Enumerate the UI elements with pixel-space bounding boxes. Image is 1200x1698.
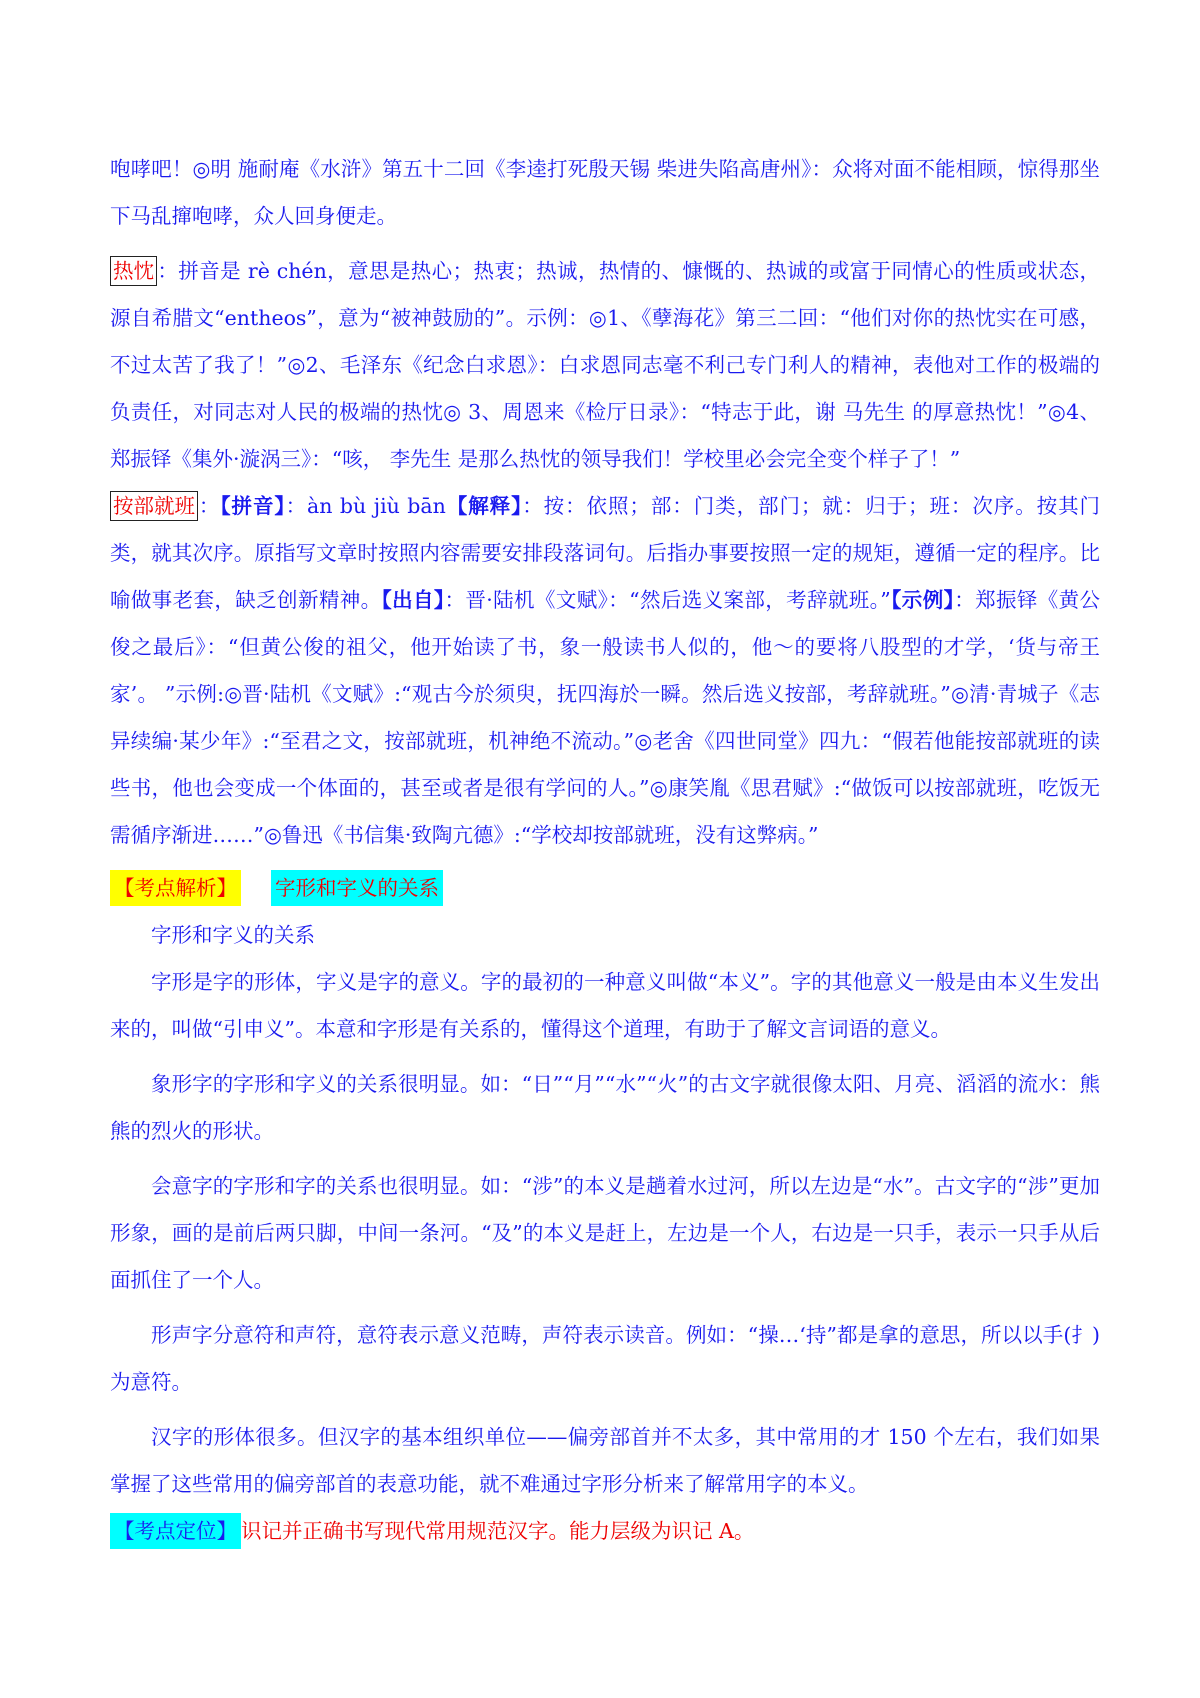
pinyin-label: 【拼音】 (220, 494, 286, 518)
body-paragraph-6: 汉字的形体很多。但汉字的基本组织单位——偏旁部首并不太多，其中常用的才 150 个左右，我们如果掌握了这些常用的偏旁部首的表意功能，就不难通过字形分析来了解常用字的本义。 (110, 1425, 1100, 1496)
body-paragraph-2: 字形是字的形体，字义是字的意义。字的最初的一种意义叫做“本义”。字的其他意义一般是由本义生发出来的，叫做“引申义”。本意和字形是有关系的，懂得这个道理，有助于了解文言词语的意义。 (110, 970, 1100, 1041)
body-paragraph-1: 字形和字义的关系 (151, 923, 315, 947)
jieshi-label: 【解释】 (445, 494, 523, 518)
rechen-body: ：拼音是 rè chén，意思是热心；热衷；热诚，热情的、慷慨的、热诚的或富于同情心的性质或状态，源自希腊文“entheos”，意为“被神鼓励的”。示例：◎1、《孽海花》第三二回：“他们对你的热忱实在可感，不过太苦了我了！”◎2、毛泽东《纪念白求恩》：白求恩同志毫不利己专门利人的精神，表他对工作的极端的负责任，对同志对人民的极端的热忱◎ 3、周恩来《检厅日录》：“特志于此，谢 马先生 的厚意热忱！”◎4、郑振铎《集外·漩涡三》：“咳， 李先生 是那么热忱的领导我们！学校里必会完全变个样子了！” (110, 259, 1100, 471)
section-heading-location (110, 1508, 1100, 1555)
paragraph-paoxiao: 咆哮吧！◎明 施耐庵《水浒》第五十二回《李逵打死殷天锡 柴进失陷高唐州》：众将对面不能相顾，惊得那坐下马乱撺咆哮，众人回身便走。 (110, 157, 1100, 228)
tag-kaodian-dingwei: 【考点定位】 (110, 1513, 241, 1549)
location-text: 识记并正确书写现代常用规范汉字。能力层级为识记 A。 (241, 1519, 755, 1543)
body-paragraph-4: 会意字的字形和字的关系也很明显。如：“涉”的本义是趟着水过河，所以左边是“水”。古文字的“涉”更加形象，画的是前后两只脚，中间一条河。“及”的本义是赶上，左边是一个人，右边是一只手，表示一只手从后面抓住了一个人。 (110, 1174, 1100, 1292)
paragraph-rechen (110, 248, 1100, 483)
anbu-colon: ： (198, 494, 221, 518)
jieshi-text: ：按：依照；部：门类，部门；就：归于；班：次序。按其门类，就其次序。原指写文章时按照内容需要安排段落词句。后指办事要按照一定的规矩，遵循一定的程序。比喻做事老套，缺乏创新精神。 (110, 494, 1101, 612)
term-anbu: 按部就班 (110, 491, 198, 521)
chuzi-label: 【出自】 (381, 588, 445, 612)
shili-text: ：郑振铎《黄公俊之最后》：“但黄公俊的祖父，他开始读了书，象一般读书人似的，他～的要将八股型的才学，‘货与帝王家’。 ”示例:◎晋·陆机《文赋》:“观古今於须臾，抚四海於一瞬。然后选义按部，考辞就班。”◎清·青城子《志异续编·某少年》:“至君之文，按部就班，机神绝不流动。”◎老舍《四世同堂》四九：“假若他能按部就班的读些书，他也会变成一个体面的，甚至或者是很有学问的人。”◎康笑胤《思君赋》:“做饭可以按部就班，吃饭无需循序渐进……”◎鲁迅《书信集·致陶亢德》:“学校却按部就班，没有这弊病。” (110, 588, 1101, 847)
document-body (110, 146, 1100, 1555)
body-paragraph-3: 象形字的字形和字义的关系很明显。如：“日”“月”“水”“火”的古文字就很像太阳、月亮、滔滔的流水：熊熊的烈火的形状。 (110, 1072, 1100, 1143)
shili-label: 【示例】 (890, 588, 955, 612)
paragraph-anbu (110, 483, 1100, 859)
term-rechen: 热忱 (110, 256, 157, 286)
pinyin-text: ：àn bù jiù bān (285, 494, 446, 518)
tag-kaodian-jiexi: 【考点解析】 (110, 870, 241, 906)
body-paragraph-5: 形声字分意符和声符，意符表示意义范畴，声符表示读音。例如：“操…‘持”都是拿的意思，所以以手(扌)为意符。 (110, 1323, 1100, 1394)
chuzi-text: ：晋·陆机《文赋》：“然后选义案部，考辞就班。” (444, 588, 891, 612)
section-heading-analysis (110, 865, 1100, 912)
section-title: 字形和字义的关系 (271, 870, 443, 906)
